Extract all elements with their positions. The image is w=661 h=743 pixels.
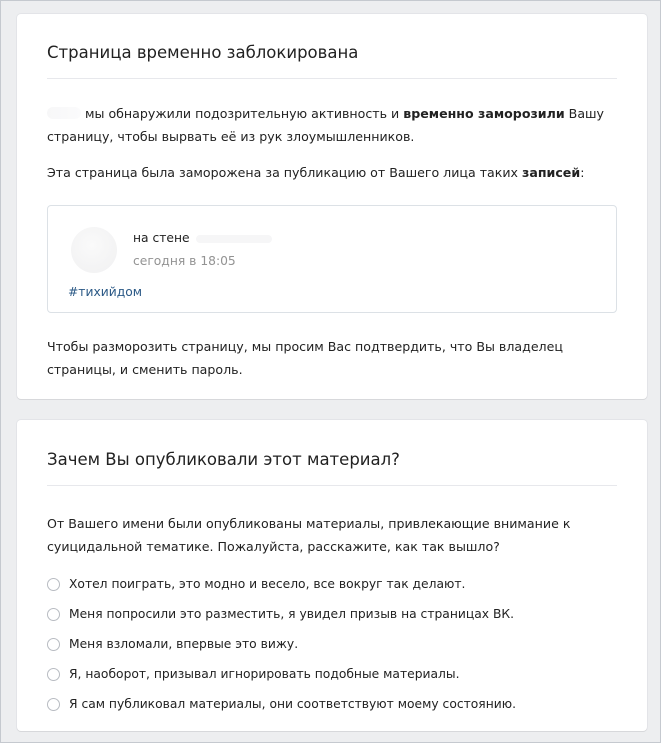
intro-text-end: Вашу страницу, чтобы вырвать её из рук злоумышленников. xyxy=(47,106,605,144)
blocked-card-title: Страница временно заблокирована xyxy=(47,43,359,62)
reason-card-divider xyxy=(47,485,617,486)
radio-button[interactable] xyxy=(47,608,60,621)
intro-text-start: мы обнаружили подозрительную активность и xyxy=(85,106,404,121)
frozen-text-end: : xyxy=(580,165,585,180)
blocked-intro-text xyxy=(47,102,617,148)
intro-text-bold: временно заморозили xyxy=(403,106,565,121)
frozen-text-bold: записей xyxy=(522,165,581,180)
reason-option-2[interactable] xyxy=(47,599,617,629)
reason-option-label: Хотел поиграть, это модно и весело, все вокруг так делают. xyxy=(69,577,466,591)
radio-button[interactable] xyxy=(47,638,60,651)
frozen-post xyxy=(47,205,617,313)
blocked-page-card xyxy=(17,14,647,399)
post-where-label: на стене xyxy=(133,231,190,245)
reason-option-label: Я, наоборот, призывал игнорировать подобные материалы. xyxy=(69,667,460,681)
reason-card xyxy=(17,420,647,731)
blurred-wall-owner xyxy=(196,235,272,243)
frozen-reason-text xyxy=(47,161,617,184)
radio-button[interactable] xyxy=(47,578,60,591)
reason-option-label: Я сам публиковал материалы, они соответствуют моему состоянию. xyxy=(69,697,516,711)
reason-options xyxy=(47,569,617,719)
reason-option-5[interactable] xyxy=(47,689,617,719)
reason-question: От Вашего имени были опубликованы материалы, привлекающие внимание к суицидальной тематике. Пожалуйста, расскажите, как так вышло? xyxy=(47,516,571,554)
post-author-avatar xyxy=(71,227,117,273)
reason-option-label: Меня попросили это разместить, я увидел призыв на страницах ВК. xyxy=(69,607,515,621)
reason-option-3[interactable] xyxy=(47,629,617,659)
post-hashtag-link[interactable]: #тихийдом xyxy=(68,285,143,299)
reason-option-label: Меня взломали, впервые это вижу. xyxy=(69,637,299,651)
frozen-text-start: Эта страница была заморожена за публикацию от Вашего лица таких xyxy=(47,165,522,180)
reason-option-1[interactable] xyxy=(47,569,617,599)
reason-option-4[interactable] xyxy=(47,659,617,689)
blurred-user-name xyxy=(47,107,81,119)
radio-button[interactable] xyxy=(47,698,60,711)
unfreeze-instructions: Чтобы разморозить страницу, мы просим Вас подтвердить, что Вы владелец страницы, и сменить пароль. xyxy=(47,339,563,377)
radio-button[interactable] xyxy=(47,668,60,681)
post-timestamp: сегодня в 18:05 xyxy=(133,254,236,268)
blocked-card-divider xyxy=(47,78,617,79)
reason-card-title: Зачем Вы опубликовали этот материал? xyxy=(47,450,400,469)
